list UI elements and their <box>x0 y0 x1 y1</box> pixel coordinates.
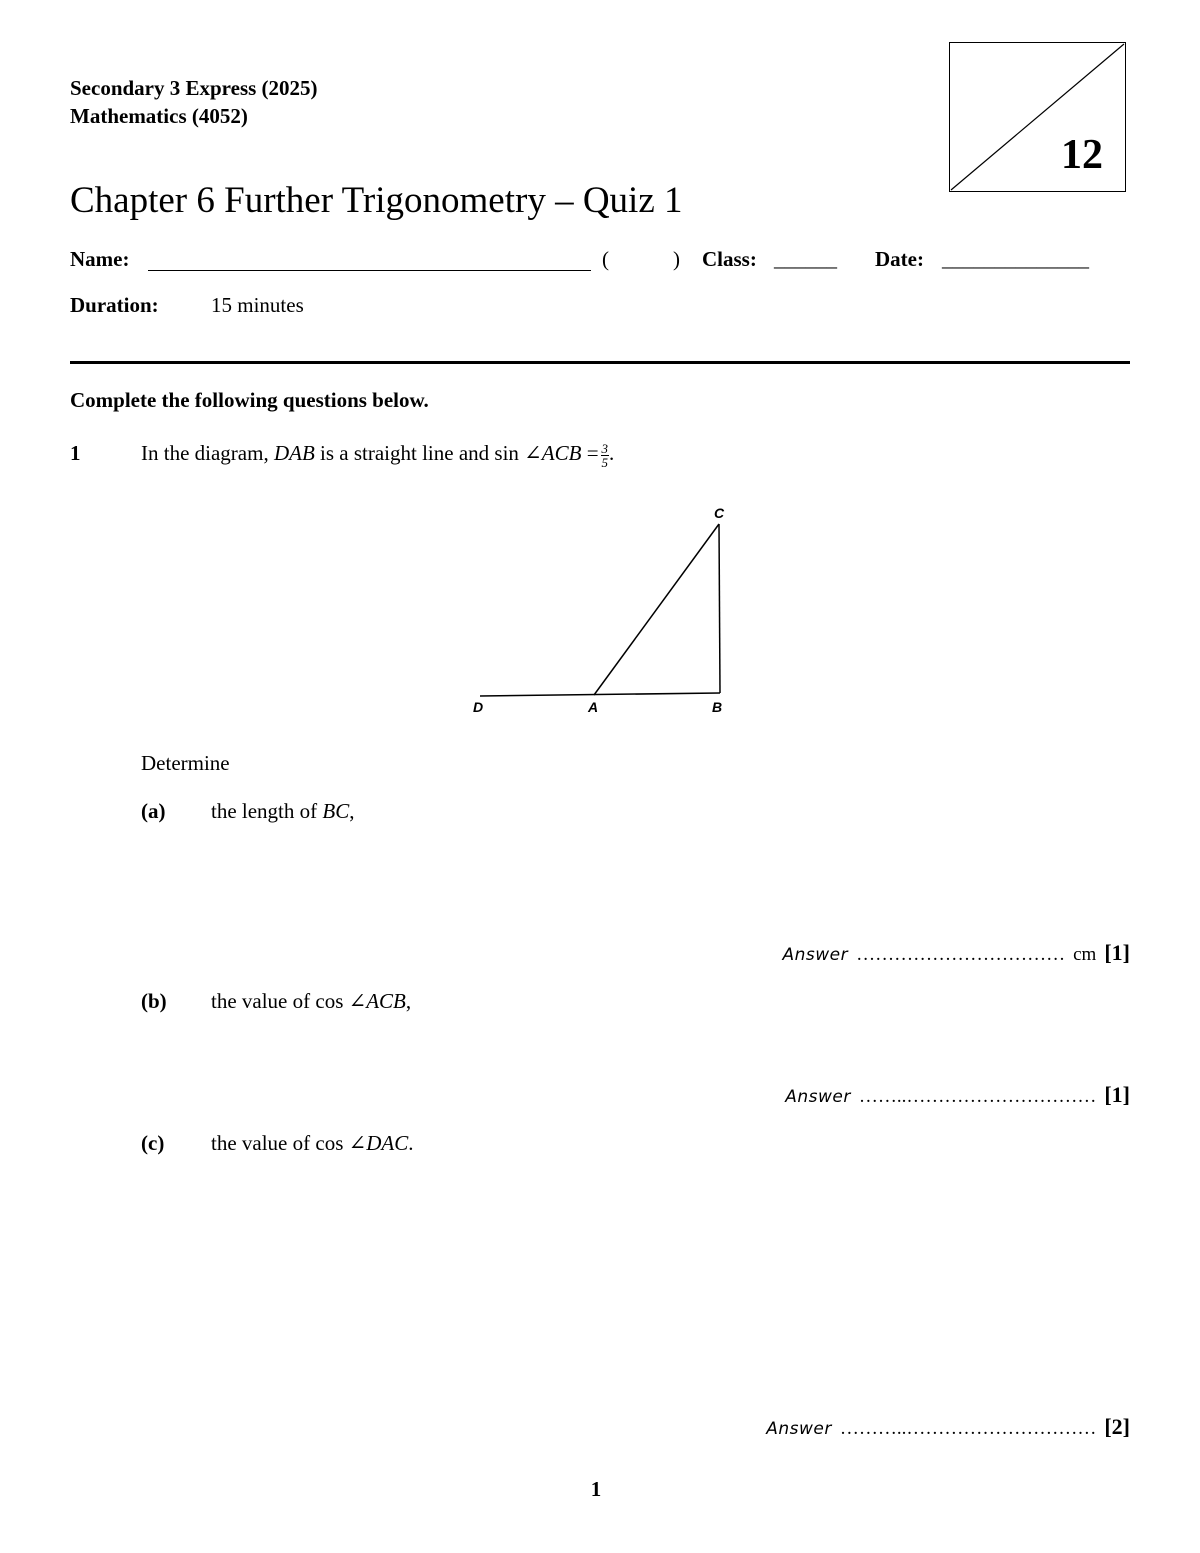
label-c: C <box>714 505 725 521</box>
stem-angle: ∠ACB <box>524 441 582 465</box>
stem-fraction <box>601 442 610 469</box>
date-label: Date: <box>875 247 924 271</box>
subject-code: Mathematics (4052) <box>70 104 248 128</box>
label-a: A <box>588 699 599 715</box>
part-b-text <box>211 988 411 1014</box>
register-close-paren: ) <box>673 247 680 271</box>
stem-end: . <box>609 441 615 465</box>
course-title: Secondary 3 Express (2025) <box>70 76 318 100</box>
part-c-label: (c) <box>141 1131 165 1155</box>
question-number: 1 <box>70 441 81 465</box>
part-c-answer-field[interactable]: ………..………………………… <box>839 1418 1097 1439</box>
duration-label: Duration: <box>70 293 159 317</box>
quiz-title: Chapter 6 Further Trigonometry – Quiz 1 <box>70 180 683 221</box>
part-c-text-pre: the value of cos <box>211 1131 349 1155</box>
marks-box <box>949 42 1126 192</box>
part-b-text-post: , <box>405 989 412 1013</box>
stem-equals: = <box>581 441 599 465</box>
part-c-answer-line <box>766 1414 1130 1440</box>
part-b-math: ∠ACB <box>348 989 406 1013</box>
part-b-text-pre: the value of cos <box>211 989 349 1013</box>
part-a-answer-field[interactable]: …………………………… <box>856 944 1066 965</box>
part-c-math: ∠DAC <box>348 1131 409 1155</box>
stem-text-pre: In the diagram, <box>141 441 274 465</box>
instructions: Complete the following questions below. <box>70 388 429 412</box>
line-cb <box>719 524 720 693</box>
label-b: B <box>712 699 723 715</box>
part-b-answer-label: Answer <box>785 1087 851 1107</box>
part-c-text-post: . <box>408 1131 414 1155</box>
part-a-answer-line <box>783 940 1131 966</box>
page-number: 1 <box>590 1477 602 1501</box>
total-marks: 12 <box>1061 132 1103 178</box>
stem-line-name: DAB <box>273 441 315 465</box>
stem-text-mid: is a straight line and sin <box>314 441 525 465</box>
part-a-text-post: , <box>349 799 355 823</box>
register-open-paren: ( <box>602 247 609 271</box>
part-c-marks: [2] <box>1104 1414 1130 1439</box>
duration-value: 15 minutes <box>211 293 304 317</box>
register-number-field[interactable] <box>618 246 668 272</box>
part-a-marks: [1] <box>1104 940 1130 965</box>
name-label: Name: <box>70 247 130 271</box>
part-b-label: (b) <box>141 989 167 1013</box>
part-b-answer-field[interactable]: ……..………………………… <box>858 1086 1097 1107</box>
part-a-answer-label: Answer <box>782 945 849 965</box>
line-dab <box>480 693 720 696</box>
class-field[interactable]: ______ <box>774 247 837 271</box>
part-c-text <box>211 1130 413 1156</box>
part-a-text <box>211 798 354 824</box>
label-d: D <box>473 699 484 715</box>
line-ac <box>594 524 719 695</box>
part-a-text-pre: the length of <box>211 799 323 823</box>
part-b-marks: [1] <box>1104 1082 1130 1107</box>
part-c-answer-label: Answer <box>766 1419 832 1439</box>
header-divider <box>70 361 1130 364</box>
triangle-diagram <box>460 500 750 725</box>
part-a-math: BC <box>322 799 350 823</box>
name-field[interactable] <box>148 270 591 271</box>
fraction-numerator: 3 <box>601 440 609 456</box>
date-field[interactable]: ______________ <box>942 247 1089 271</box>
class-label: Class: <box>702 247 757 271</box>
determine-text: Determine <box>141 751 230 775</box>
part-a-label: (a) <box>141 799 166 823</box>
question-stem <box>141 440 614 469</box>
part-b-answer-line <box>785 1082 1130 1108</box>
fraction-denominator: 5 <box>601 454 609 470</box>
part-a-unit: cm <box>1073 944 1097 965</box>
